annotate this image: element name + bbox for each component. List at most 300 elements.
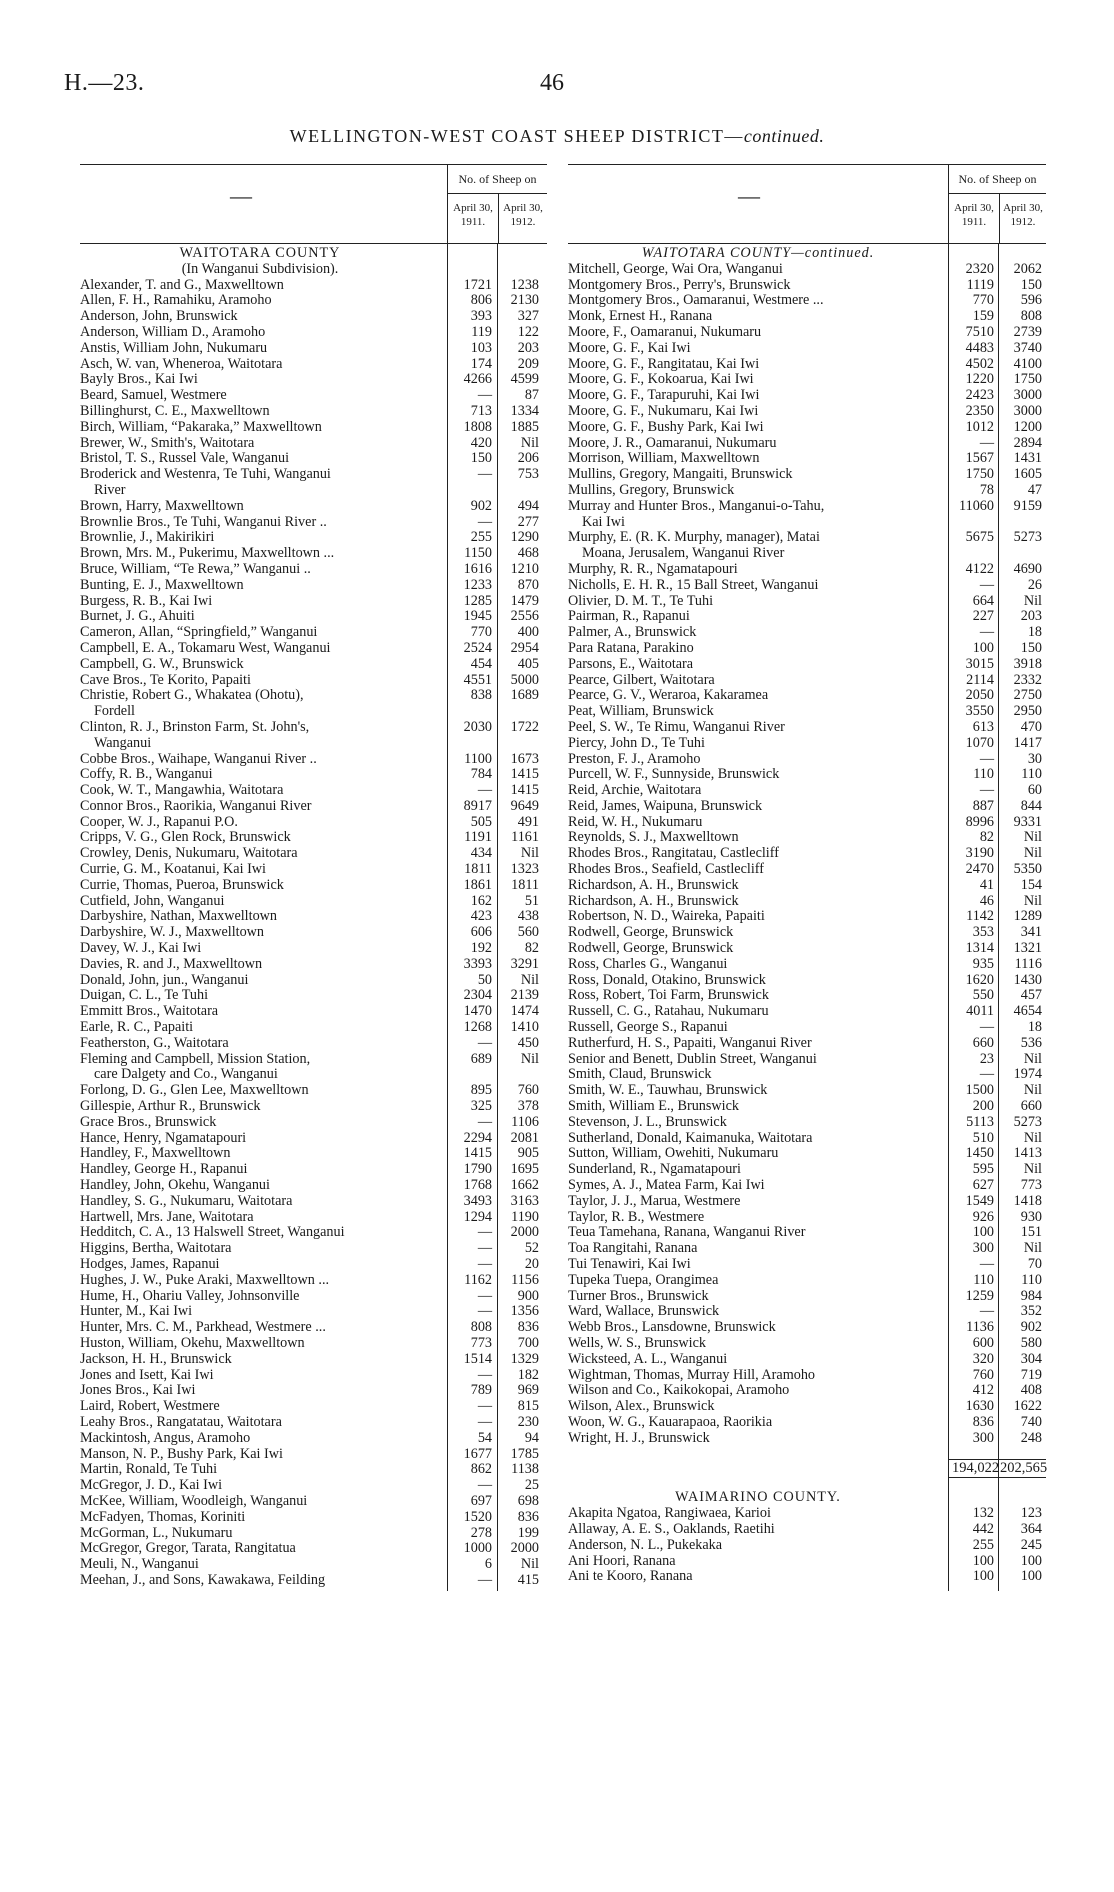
- entry-name: Ross, Donald, Otakino, Brunswick: [568, 972, 766, 988]
- sheep-1912-value: 1210: [510, 560, 539, 577]
- header-group-label: No. of Sheep on: [448, 165, 547, 194]
- entry-name: care Dalgety and Co., Wanganui: [94, 1067, 278, 1083]
- sheep-1911-value: 2114: [966, 671, 994, 688]
- table-row: [80, 562, 547, 578]
- table-row: [568, 783, 1046, 799]
- entry-name: Piercy, John D., Te Tuhi: [568, 735, 705, 751]
- page-reference: H.—23.: [64, 70, 145, 96]
- sheep-1912-value: 760: [517, 1082, 539, 1099]
- sheep-1912-value: 2081: [510, 1129, 539, 1146]
- sheep-1911-value: 5113: [966, 1113, 994, 1130]
- sheep-1911-value: 1945: [463, 608, 492, 625]
- sheep-1912-value: 209: [517, 355, 539, 372]
- sheep-1912-value: 1431: [1013, 450, 1042, 467]
- sheep-1912-value: Nil: [1023, 1161, 1042, 1178]
- entry-name: Handley, George H., Rapanui: [80, 1162, 248, 1178]
- table-row: [568, 1368, 1046, 1384]
- sheep-1911-value: 300: [972, 1240, 994, 1257]
- sheep-1912-value: 1156: [511, 1271, 539, 1288]
- entry-name: Mackintosh, Angus, Aramoho: [80, 1430, 251, 1446]
- table-row: [568, 830, 1046, 846]
- entry-name: Teua Tamehana, Ranana, Wanganui River: [568, 1225, 806, 1241]
- table-row: [80, 846, 547, 862]
- sheep-1912-value: 2954: [510, 639, 539, 656]
- sheep-1911-value: —: [477, 1034, 492, 1051]
- table-row: [568, 1257, 1046, 1273]
- entry-name: Pearce, G. V., Weraroa, Kakaramea: [568, 688, 769, 704]
- table-row: [568, 262, 1046, 278]
- table-row: [80, 1004, 547, 1020]
- entry-name: Hedditch, C. A., 13 Halswell Street, Wanganui: [80, 1225, 345, 1241]
- sheep-1911-value: 1119: [966, 276, 994, 293]
- table-row: [568, 499, 1046, 515]
- entry-name: Rodwell, George, Brunswick: [568, 925, 734, 941]
- sheep-1912-value: 1200: [1013, 418, 1042, 435]
- table-row: [80, 752, 547, 768]
- entry-name: Wilson, Alex., Brunswick: [568, 1399, 715, 1415]
- sheep-1912-value: 327: [517, 308, 539, 325]
- sheep-1911-value: 1620: [965, 971, 994, 988]
- table-row: [80, 1178, 547, 1194]
- header-column-group: [948, 165, 1046, 243]
- table-row: [568, 1178, 1046, 1194]
- sheep-1911-value: —: [979, 1303, 994, 1320]
- entry-name: Webb Bros., Lansdowne, Brunswick: [568, 1320, 776, 1336]
- entry-name: Senior and Benett, Dublin Street, Wanganui: [568, 1051, 817, 1067]
- entry-name: Cave Bros., Te Korito, Papaiti: [80, 672, 251, 688]
- sheep-1912-value: 5273: [1013, 1113, 1042, 1130]
- entry-name: Cobbe Bros., Waihape, Wanganui River ..: [80, 751, 317, 767]
- sheep-1911-value: 784: [470, 766, 492, 783]
- table-row: [80, 372, 547, 388]
- sheep-1911-value: 6: [484, 1556, 492, 1573]
- sheep-1912-value: 1430: [1013, 971, 1042, 988]
- entry-name: Tui Tenawiri, Kai Iwi: [568, 1257, 691, 1272]
- sheep-1912-value: 450: [517, 1034, 539, 1051]
- sheep-1912-value: Nil: [520, 1050, 539, 1067]
- sheep-1912-value: 3000: [1013, 402, 1042, 419]
- entry-name: Pairman, R., Rapanui: [568, 609, 690, 625]
- sheep-1912-value: 408: [1020, 1382, 1042, 1399]
- sheep-1911-value: 1500: [965, 1082, 994, 1099]
- sheep-1911-value: 320: [972, 1350, 994, 1367]
- right-table-body: [568, 246, 1046, 1585]
- sheep-1911-value: 5675: [965, 529, 994, 546]
- entry-name: Richardson, A. H., Brunswick: [568, 893, 739, 909]
- sheep-1912-value: 1106: [511, 1113, 539, 1130]
- sheep-1911-value: 595: [972, 1161, 994, 1178]
- right-table: [568, 164, 1046, 1585]
- sheep-1912-value: 1662: [510, 1177, 539, 1194]
- table-row: [80, 594, 547, 610]
- table-row: [568, 720, 1046, 736]
- table-row: [568, 1146, 1046, 1162]
- sheep-1911-value: 2350: [965, 402, 994, 419]
- table-row: [80, 988, 547, 1004]
- sheep-1911-value: 2050: [965, 687, 994, 704]
- sheep-1911-value: 770: [470, 624, 492, 641]
- table-row: [568, 1415, 1046, 1431]
- sheep-1911-value: 1191: [464, 829, 492, 846]
- sheep-1911-value: 2294: [463, 1129, 492, 1146]
- header-col-1911: April 30, 1911.: [453, 202, 493, 228]
- table-row: [80, 578, 547, 594]
- entry-name: Nicholls, E. H. R., 15 Ball Street, Wanganui: [568, 577, 819, 593]
- sheep-1911-value: 325: [470, 1098, 492, 1115]
- sheep-1912-value: 18: [1027, 1019, 1042, 1036]
- sheep-1912-value: 494: [517, 497, 539, 514]
- entry-name: Davies, R. and J., Maxwelltown: [80, 956, 263, 972]
- sheep-1911-value: 1520: [463, 1508, 492, 1525]
- table-row: [80, 1383, 547, 1399]
- sheep-1912-value: 1418: [1013, 1192, 1042, 1209]
- sheep-1912-value: 122: [517, 323, 539, 340]
- entry-name: River: [94, 482, 126, 498]
- sheep-1912-value: 2139: [510, 987, 539, 1004]
- left-table-body: [80, 246, 547, 1589]
- entry-name: Laird, Robert, Westmere: [80, 1399, 220, 1415]
- sheep-1912-value: 836: [517, 1508, 539, 1525]
- table-row: [80, 404, 547, 420]
- sheep-1912-value: 202,565: [1000, 1459, 1048, 1476]
- sheep-1911-value: 1268: [463, 1019, 492, 1036]
- sheep-1912-value: 9331: [1013, 813, 1042, 830]
- sheep-1911-value: 1790: [463, 1161, 492, 1178]
- sheep-1911-value: 162: [470, 892, 492, 909]
- sheep-1912-value: 1413: [1013, 1145, 1042, 1162]
- entry-name: Wanganui: [94, 735, 152, 751]
- sheep-1911-value: —: [477, 1224, 492, 1241]
- entry-name: Rodwell, George, Brunswick: [568, 941, 734, 957]
- entry-name: Manson, N. P., Bushy Park, Kai Iwi: [80, 1446, 283, 1462]
- table-row: [80, 1478, 547, 1494]
- sheep-1912-value: 47: [1027, 481, 1042, 498]
- sheep-1911-value: 836: [972, 1413, 994, 1430]
- sheep-1912-value: 1622: [1013, 1398, 1042, 1415]
- entry-name: Jones and Isett, Kai Iwi: [80, 1367, 214, 1383]
- table-row: [568, 467, 1046, 483]
- sheep-1911-value: 1012: [965, 418, 994, 435]
- sheep-1911-value: 1314: [965, 940, 994, 957]
- sheep-1911-value: 627: [972, 1177, 994, 1194]
- sheep-1911-value: 1861: [463, 876, 492, 893]
- sheep-1912-value: 470: [1020, 718, 1042, 735]
- sheep-1912-value: 1474: [510, 1003, 539, 1020]
- sheep-1911-value: 3393: [463, 955, 492, 972]
- sheep-1911-value: 1415: [463, 1145, 492, 1162]
- sheep-1912-value: 1161: [511, 829, 539, 846]
- entry-name: Hodges, James, Rapanui: [80, 1257, 220, 1272]
- sheep-1911-value: 713: [470, 402, 492, 419]
- entry-name: Murphy, E. (R. K. Murphy, manager), Matai: [568, 530, 820, 546]
- sheep-1911-value: —: [979, 750, 994, 767]
- sheep-1911-value: 1294: [463, 1208, 492, 1225]
- sheep-1912-value: 438: [517, 908, 539, 925]
- total-rule: [948, 1459, 1046, 1460]
- sheep-1911-value: 689: [470, 1050, 492, 1067]
- table-row: [80, 357, 547, 373]
- entry-name: Forlong, D. G., Glen Lee, Maxwelltown: [80, 1083, 309, 1099]
- sheep-1911-value: 789: [470, 1382, 492, 1399]
- sheep-1912-value: 1116: [1014, 955, 1042, 972]
- table-row: [568, 988, 1046, 1004]
- entry-name: McGregor, Gregor, Tarata, Rangitatua: [80, 1541, 296, 1557]
- sheep-1912-value: 2000: [510, 1540, 539, 1557]
- entry-name: Fleming and Campbell, Mission Station,: [80, 1051, 311, 1067]
- entry-name: Stevenson, J. L., Brunswick: [568, 1114, 727, 1130]
- sheep-1911-value: 2470: [965, 861, 994, 878]
- table-row: [568, 1569, 1046, 1585]
- entry-name: Anstis, William John, Nukumaru: [80, 340, 268, 356]
- sheep-1911-value: 100: [972, 639, 994, 656]
- sheep-1912-value: 815: [517, 1398, 539, 1415]
- entry-name: Russell, C. G., Ratahau, Nukumaru: [568, 1004, 769, 1020]
- table-row: [80, 1083, 547, 1099]
- sheep-1911-value: 806: [470, 292, 492, 309]
- sheep-1912-value: 3000: [1013, 387, 1042, 404]
- sheep-1911-value: —: [979, 1256, 994, 1272]
- entry-name: Currie, Thomas, Pueroa, Brunswick: [80, 877, 284, 893]
- entry-name: Palmer, A., Brunswick: [568, 625, 697, 641]
- entry-name: Moore, G. F., Nukumaru, Kai Iwi: [568, 403, 759, 419]
- entry-name: Kai Iwi: [582, 514, 625, 530]
- table-row: [568, 688, 1046, 704]
- sheep-1911-value: 2524: [463, 639, 492, 656]
- entry-name: Ani te Kooro, Ranana: [568, 1569, 693, 1585]
- sheep-1912-value: 3918: [1013, 655, 1042, 672]
- table-row: [80, 420, 547, 436]
- table-row: [568, 1304, 1046, 1320]
- entry-name: Bruce, William, “Te Rewa,” Wanganui ..: [80, 561, 311, 577]
- sheep-1912-value: 1974: [1013, 1066, 1042, 1083]
- sheep-1911-value: 773: [470, 1334, 492, 1351]
- title-main: WELLINGTON-WEST COAST SHEEP DISTRICT—: [289, 126, 744, 146]
- sheep-1911-value: 103: [470, 339, 492, 356]
- entry-name: Mitchell, George, Wai Ora, Wanganui: [568, 261, 783, 277]
- sheep-1911-value: 150: [470, 450, 492, 467]
- sheep-1911-value: 760: [972, 1366, 994, 1383]
- table-row: [568, 309, 1046, 325]
- sheep-1912-value: 304: [1020, 1350, 1042, 1367]
- table-row: [80, 973, 547, 989]
- sheep-1911-value: 697: [470, 1492, 492, 1509]
- sheep-1912-value: 698: [517, 1492, 539, 1509]
- entry-name: Moore, G. F., Kai Iwi: [568, 340, 691, 356]
- entry-name: Akapita Ngatoa, Rangiwaea, Karioi: [568, 1506, 771, 1522]
- entry-name: Earle, R. C., Papaiti: [80, 1020, 194, 1036]
- entry-name: Preston, F. J., Aramoho: [568, 751, 701, 767]
- table-row: [568, 815, 1046, 831]
- table-row: [80, 1415, 547, 1431]
- entry-name: Currie, G. M., Koatanui, Kai Iwi: [80, 862, 266, 878]
- table-row: [568, 1194, 1046, 1210]
- table-row: [568, 372, 1046, 388]
- sheep-1912-value: 1673: [510, 750, 539, 767]
- entry-name: Broderick and Westenra, Te Tuhi, Wanganui: [80, 467, 331, 483]
- sheep-1911-value: 613: [972, 718, 994, 735]
- table-row: [80, 451, 547, 467]
- sheep-1912-value: 5273: [1013, 529, 1042, 546]
- table-row: [80, 1431, 547, 1447]
- sheep-1911-value: —: [477, 1571, 492, 1588]
- table-row: [80, 1225, 547, 1241]
- sheep-1912-value: 150: [1020, 276, 1042, 293]
- table-row: [568, 325, 1046, 341]
- sheep-1911-value: —: [477, 513, 492, 530]
- sheep-1912-value: 1415: [510, 766, 539, 783]
- entry-name: Olivier, D. M. T., Te Tuhi: [568, 593, 714, 609]
- table-row: [80, 436, 547, 452]
- entry-name: Donald, John, jun., Wanganui: [80, 972, 249, 988]
- sheep-1911-value: 454: [470, 655, 492, 672]
- table-row: [80, 1510, 547, 1526]
- entry-name: Ward, Wallace, Brunswick: [568, 1304, 720, 1320]
- table-row: [568, 641, 1046, 657]
- sheep-1911-value: 54: [477, 1429, 492, 1446]
- sheep-1911-value: 862: [470, 1461, 492, 1478]
- entry-name: McKee, William, Woodleigh, Wanganui: [80, 1493, 308, 1509]
- table-row: [80, 1573, 547, 1589]
- entry-name: Hartwell, Mrs. Jane, Waitotara: [80, 1209, 254, 1225]
- sheep-1912-value: 1329: [510, 1350, 539, 1367]
- sheep-1911-value: 11060: [959, 497, 994, 514]
- sheep-1912-value: 150: [1020, 639, 1042, 656]
- sheep-1911-value: 510: [972, 1129, 994, 1146]
- page-title: [0, 126, 1114, 147]
- entry-name: Wilson and Co., Kaikokopai, Aramoho: [568, 1383, 790, 1399]
- sheep-1912-value: 1410: [510, 1019, 539, 1036]
- table-row-continuation: [80, 483, 547, 499]
- table-row: [568, 388, 1046, 404]
- table-row: [568, 767, 1046, 783]
- sheep-1912-value: 70: [1027, 1256, 1042, 1272]
- sheep-1911-value: —: [979, 434, 994, 451]
- sheep-1911-value: 1100: [464, 750, 492, 767]
- sheep-1912-value: 1417: [1013, 734, 1042, 751]
- sheep-1912-value: 2950: [1013, 703, 1042, 720]
- sheep-1912-value: Nil: [1023, 845, 1042, 862]
- sheep-1911-value: 4483: [965, 339, 994, 356]
- entry-name: Billinghurst, C. E., Maxwelltown: [80, 403, 270, 419]
- sheep-1912-value: 277: [517, 513, 539, 530]
- sheep-1912-value: 1785: [510, 1445, 539, 1462]
- entry-name: Hunter, M., Kai Iwi: [80, 1304, 193, 1320]
- sheep-1912-value: Nil: [1023, 592, 1042, 609]
- sheep-1911-value: 4551: [463, 671, 492, 688]
- sheep-1911-value: 255: [470, 529, 492, 546]
- entry-name: Bristol, T. S., Russel Vale, Wanganui: [80, 451, 290, 467]
- entry-name: Bunting, E. J., Maxwelltown: [80, 577, 244, 593]
- entry-name: Allaway, A. E. S., Oaklands, Raetihi: [568, 1521, 775, 1537]
- sheep-1912-value: 182: [517, 1366, 539, 1383]
- sheep-1912-value: 2739: [1013, 323, 1042, 340]
- sheep-1911-value: 278: [470, 1524, 492, 1541]
- table-row: [568, 530, 1046, 546]
- table-row: [80, 1146, 547, 1162]
- table-row: [80, 530, 547, 546]
- table-row: [80, 925, 547, 941]
- table-row: [80, 388, 547, 404]
- sheep-1911-value: 600: [972, 1334, 994, 1351]
- table-row: [80, 546, 547, 562]
- table-row: [80, 862, 547, 878]
- table-row: [568, 1336, 1046, 1352]
- table-row: [80, 1289, 547, 1305]
- sheep-1912-value: 352: [1020, 1303, 1042, 1320]
- table-row-continuation: [80, 736, 547, 752]
- table-row: [80, 1131, 547, 1147]
- sheep-1912-value: 536: [1020, 1034, 1042, 1051]
- entry-name: Hume, H., Ohariu Valley, Johnsonville: [80, 1288, 300, 1304]
- sheep-1912-value: 20: [524, 1256, 539, 1272]
- table-row: [568, 1210, 1046, 1226]
- sheep-1911-value: —: [979, 1066, 994, 1083]
- sheep-1911-value: 660: [972, 1034, 994, 1051]
- sheep-1912-value: 4100: [1013, 355, 1042, 372]
- sheep-1911-value: 3493: [463, 1192, 492, 1209]
- sheep-1911-value: —: [477, 1477, 492, 1494]
- sheep-1912-value: 1190: [511, 1208, 539, 1225]
- entry-name: Cripps, V. G., Glen Rock, Brunswick: [80, 830, 291, 846]
- table-row: [568, 909, 1046, 925]
- sheep-1911-value: 41: [979, 876, 994, 893]
- entry-name: Wright, H. J., Brunswick: [568, 1430, 710, 1446]
- table-row: [568, 1522, 1046, 1538]
- entry-name: Meuli, N., Wanganui: [80, 1557, 199, 1573]
- sheep-1911-value: 78: [979, 481, 994, 498]
- sheep-1912-value: 51: [524, 892, 539, 909]
- table-row: [568, 1554, 1046, 1570]
- sheep-1912-value: 1138: [511, 1461, 539, 1478]
- table-row: [568, 436, 1046, 452]
- sheep-1912-value: 1289: [1013, 908, 1042, 925]
- sheep-1912-value: Nil: [1023, 1129, 1042, 1146]
- sheep-1911-value: 1677: [463, 1445, 492, 1462]
- entry-name: Sutherland, Donald, Kaimanuka, Waitotara: [568, 1130, 813, 1146]
- sheep-1912-value: 719: [1020, 1366, 1042, 1383]
- sheep-1911-value: 838: [470, 687, 492, 704]
- entry-name: Connor Bros., Raorikia, Wanganui River: [80, 798, 312, 814]
- sheep-1911-value: 4011: [966, 1003, 994, 1020]
- sheep-1911-value: 1220: [965, 371, 994, 388]
- entry-name: Handley, F., Maxwelltown: [80, 1146, 231, 1162]
- sheep-1912-value: 1605: [1013, 466, 1042, 483]
- sheep-1912-value: 18: [1027, 624, 1042, 641]
- table-row: [568, 1225, 1046, 1241]
- entry-name: Duigan, C. L., Te Tuhi: [80, 988, 209, 1004]
- table-row: [80, 1399, 547, 1415]
- sheep-1912-value: 203: [517, 339, 539, 356]
- sheep-1912-value: 984: [1020, 1287, 1042, 1304]
- header-col-1911: April 30, 1911.: [954, 202, 994, 228]
- entry-name: Mullins, Gregory, Mangaiti, Brunswick: [568, 467, 793, 483]
- entry-name: Crowley, Denis, Nukumaru, Waitotara: [80, 846, 298, 862]
- entry-name: Jackson, H. H., Brunswick: [80, 1351, 232, 1367]
- table-row: [568, 404, 1046, 420]
- sheep-1911-value: —: [477, 387, 492, 404]
- sheep-1911-value: 100: [972, 1568, 994, 1585]
- table-row: [568, 1431, 1046, 1447]
- entry-name: Wightman, Thomas, Murray Hill, Aramoho: [568, 1367, 816, 1383]
- table-row: [80, 1257, 547, 1273]
- table-row: [568, 1383, 1046, 1399]
- entry-name: Reynolds, S. J., Maxwelltown: [568, 830, 739, 846]
- sheep-1911-value: —: [979, 624, 994, 641]
- sheep-1911-value: 1616: [463, 560, 492, 577]
- sheep-1911-value: 664: [972, 592, 994, 609]
- sheep-1912-value: Nil: [1023, 829, 1042, 846]
- entry-name: Brown, Harry, Maxwelltown: [80, 498, 244, 514]
